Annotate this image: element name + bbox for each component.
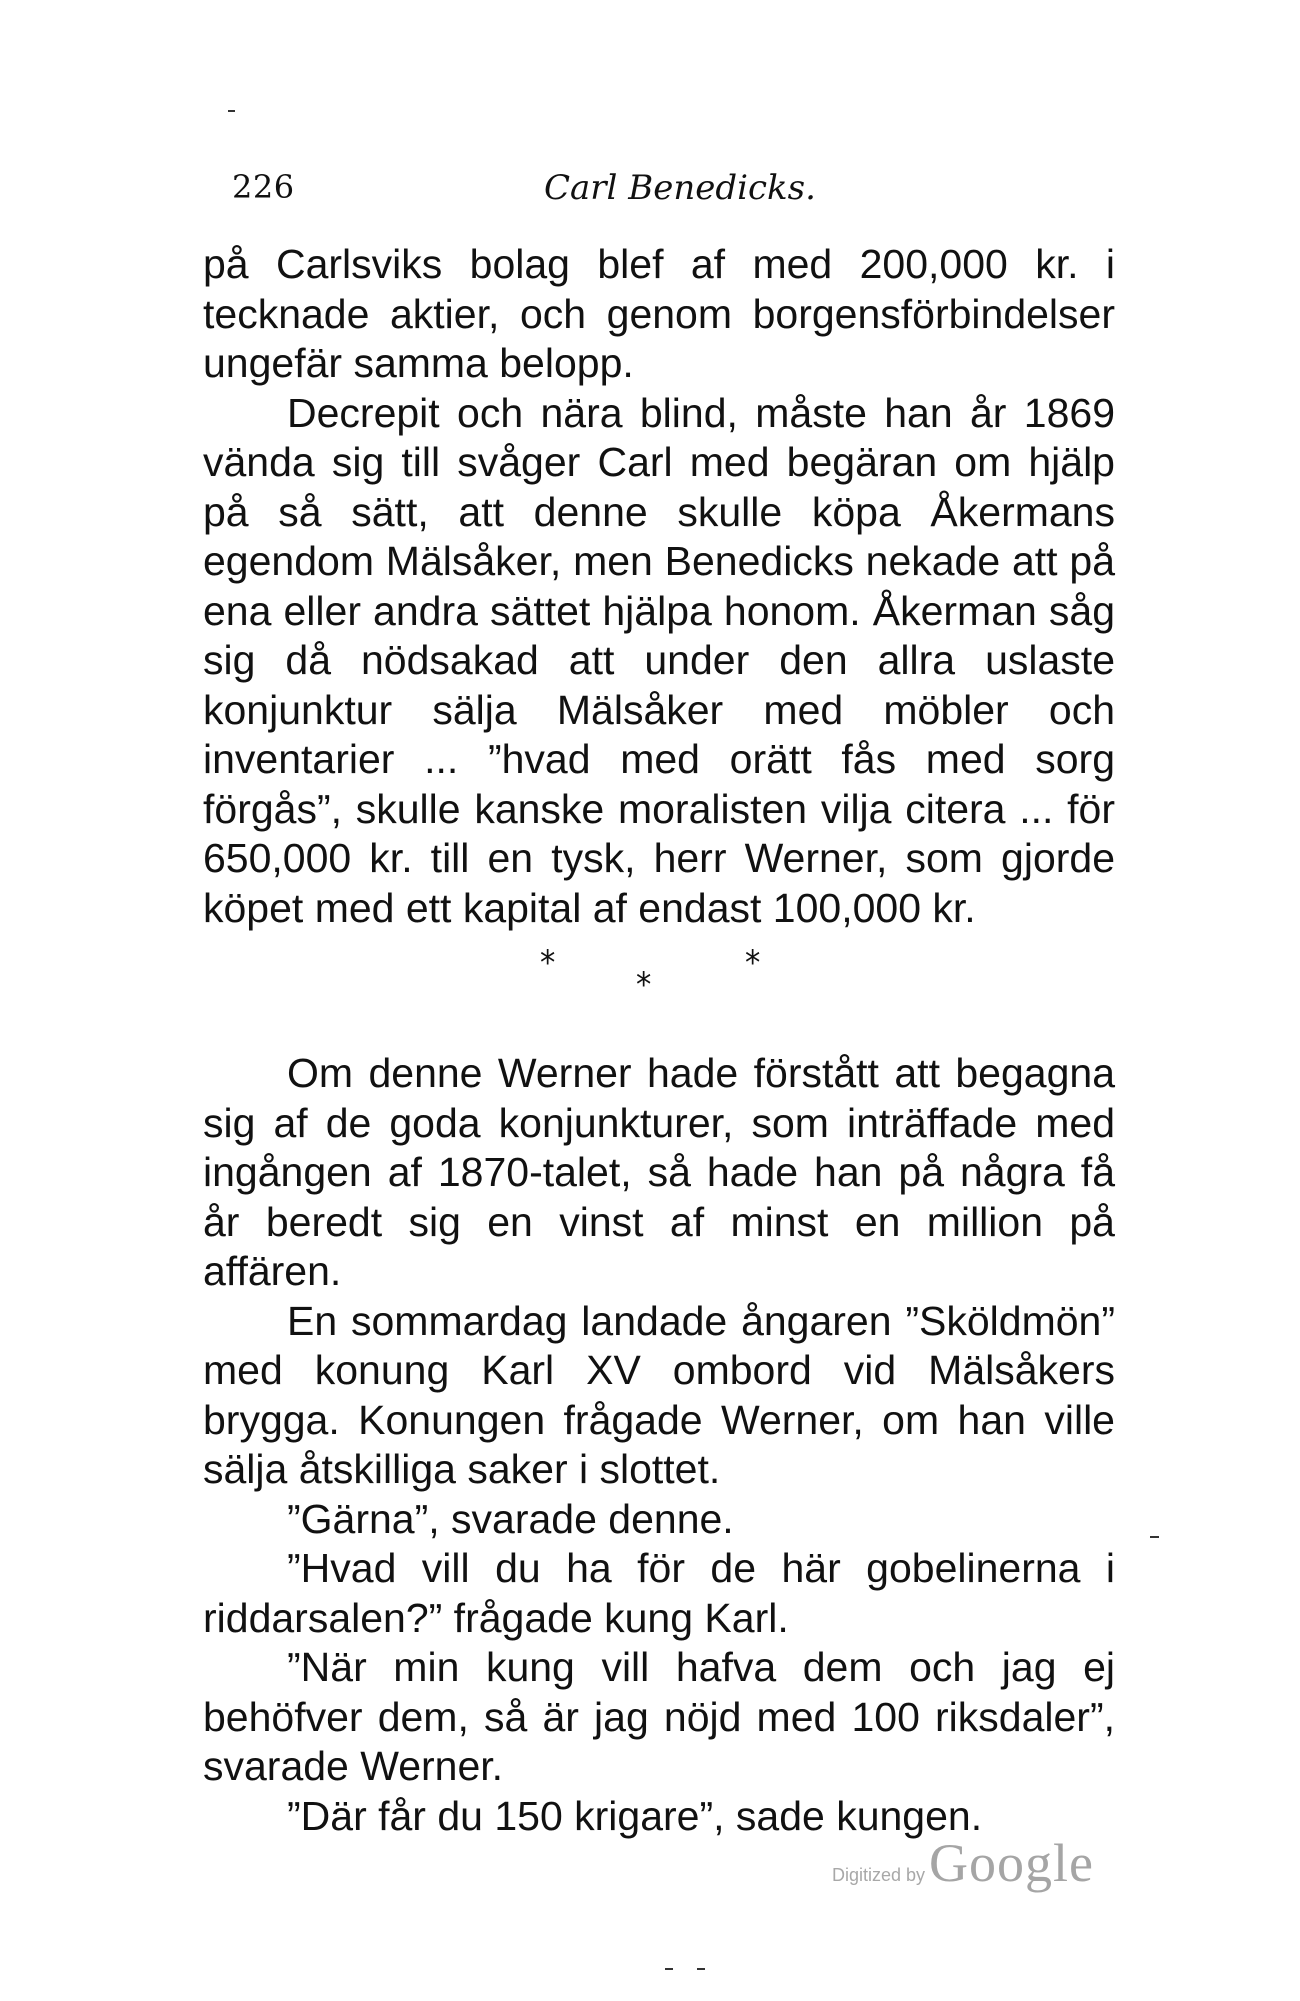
asterisk-glyph: *	[540, 943, 556, 983]
scan-speck	[228, 110, 235, 112]
section-separator	[203, 939, 1115, 1049]
scan-speck	[1150, 1536, 1159, 1538]
paragraph: En sommardag landade ångaren ”Sköldmön” med konung Karl XV ombord vid Mälsåkers brygga. Konungen frågade Werner, om han ville sälja åtskilliga saker i slottet.	[203, 1297, 1115, 1492]
watermark-prefix: Digitized by	[832, 1865, 926, 1885]
scan-speck	[665, 1968, 673, 1970]
page-number: 226	[232, 168, 295, 206]
main-text	[203, 240, 1115, 1841]
asterisk-glyph: *	[636, 965, 652, 1005]
asterisk-glyph: *	[745, 943, 761, 983]
digitized-by-watermark	[832, 1832, 1094, 1892]
paragraph: ”Hvad vill du ha för de här gobelinerna i riddarsalen?” frågade kung Karl.	[203, 1545, 1115, 1641]
google-logo: Google	[929, 1833, 1095, 1893]
scan-speck	[697, 1968, 705, 1970]
paragraph: ”Där får du 150 krigare”, sade kungen.	[287, 1792, 983, 1839]
paragraph-continuation: på Carlsviks bolag blef af med 200,000 kr. i tecknade aktier, och genom borgensförbindelser ungefär samma belopp.	[203, 241, 1115, 386]
paragraph: ”Gärna”, svarade denne.	[287, 1495, 734, 1542]
paragraph: ”När min kung vill hafva dem och jag ej behöfver dem, så är jag nöjd med 100 riksdaler”, svarade Werner.	[203, 1644, 1115, 1789]
running-head: Carl Benedicks.	[544, 168, 816, 208]
paragraph: Om denne Werner hade förstått att begagna sig af de goda konjunkturer, som inträffade med ingången af 1870-talet, så hade han på några få år beredt sig en vinst af minst en million på affären.	[203, 1050, 1115, 1294]
page-header	[232, 168, 1112, 218]
paragraph: Decrepit och nära blind, måste han år 1869 vända sig till svåger Carl med begäran om hjälp på så sätt, att denne skulle köpa Åkermans egendom Mälsåker, men Benedicks nekade att på ena eller andra sättet hjälpa honom. Åkerman såg sig då nödsakad att under den allra uslaste konjunktur sälja Mälsåker med möbler och inventarier ... ”hvad med orätt fås med sorg förgås”, skulle kanske moralisten vilja citera ... för 650,000 kr. till en tysk, herr Werner, som gjorde köpet med ett kapital af endast 100,000 kr.	[203, 389, 1115, 931]
